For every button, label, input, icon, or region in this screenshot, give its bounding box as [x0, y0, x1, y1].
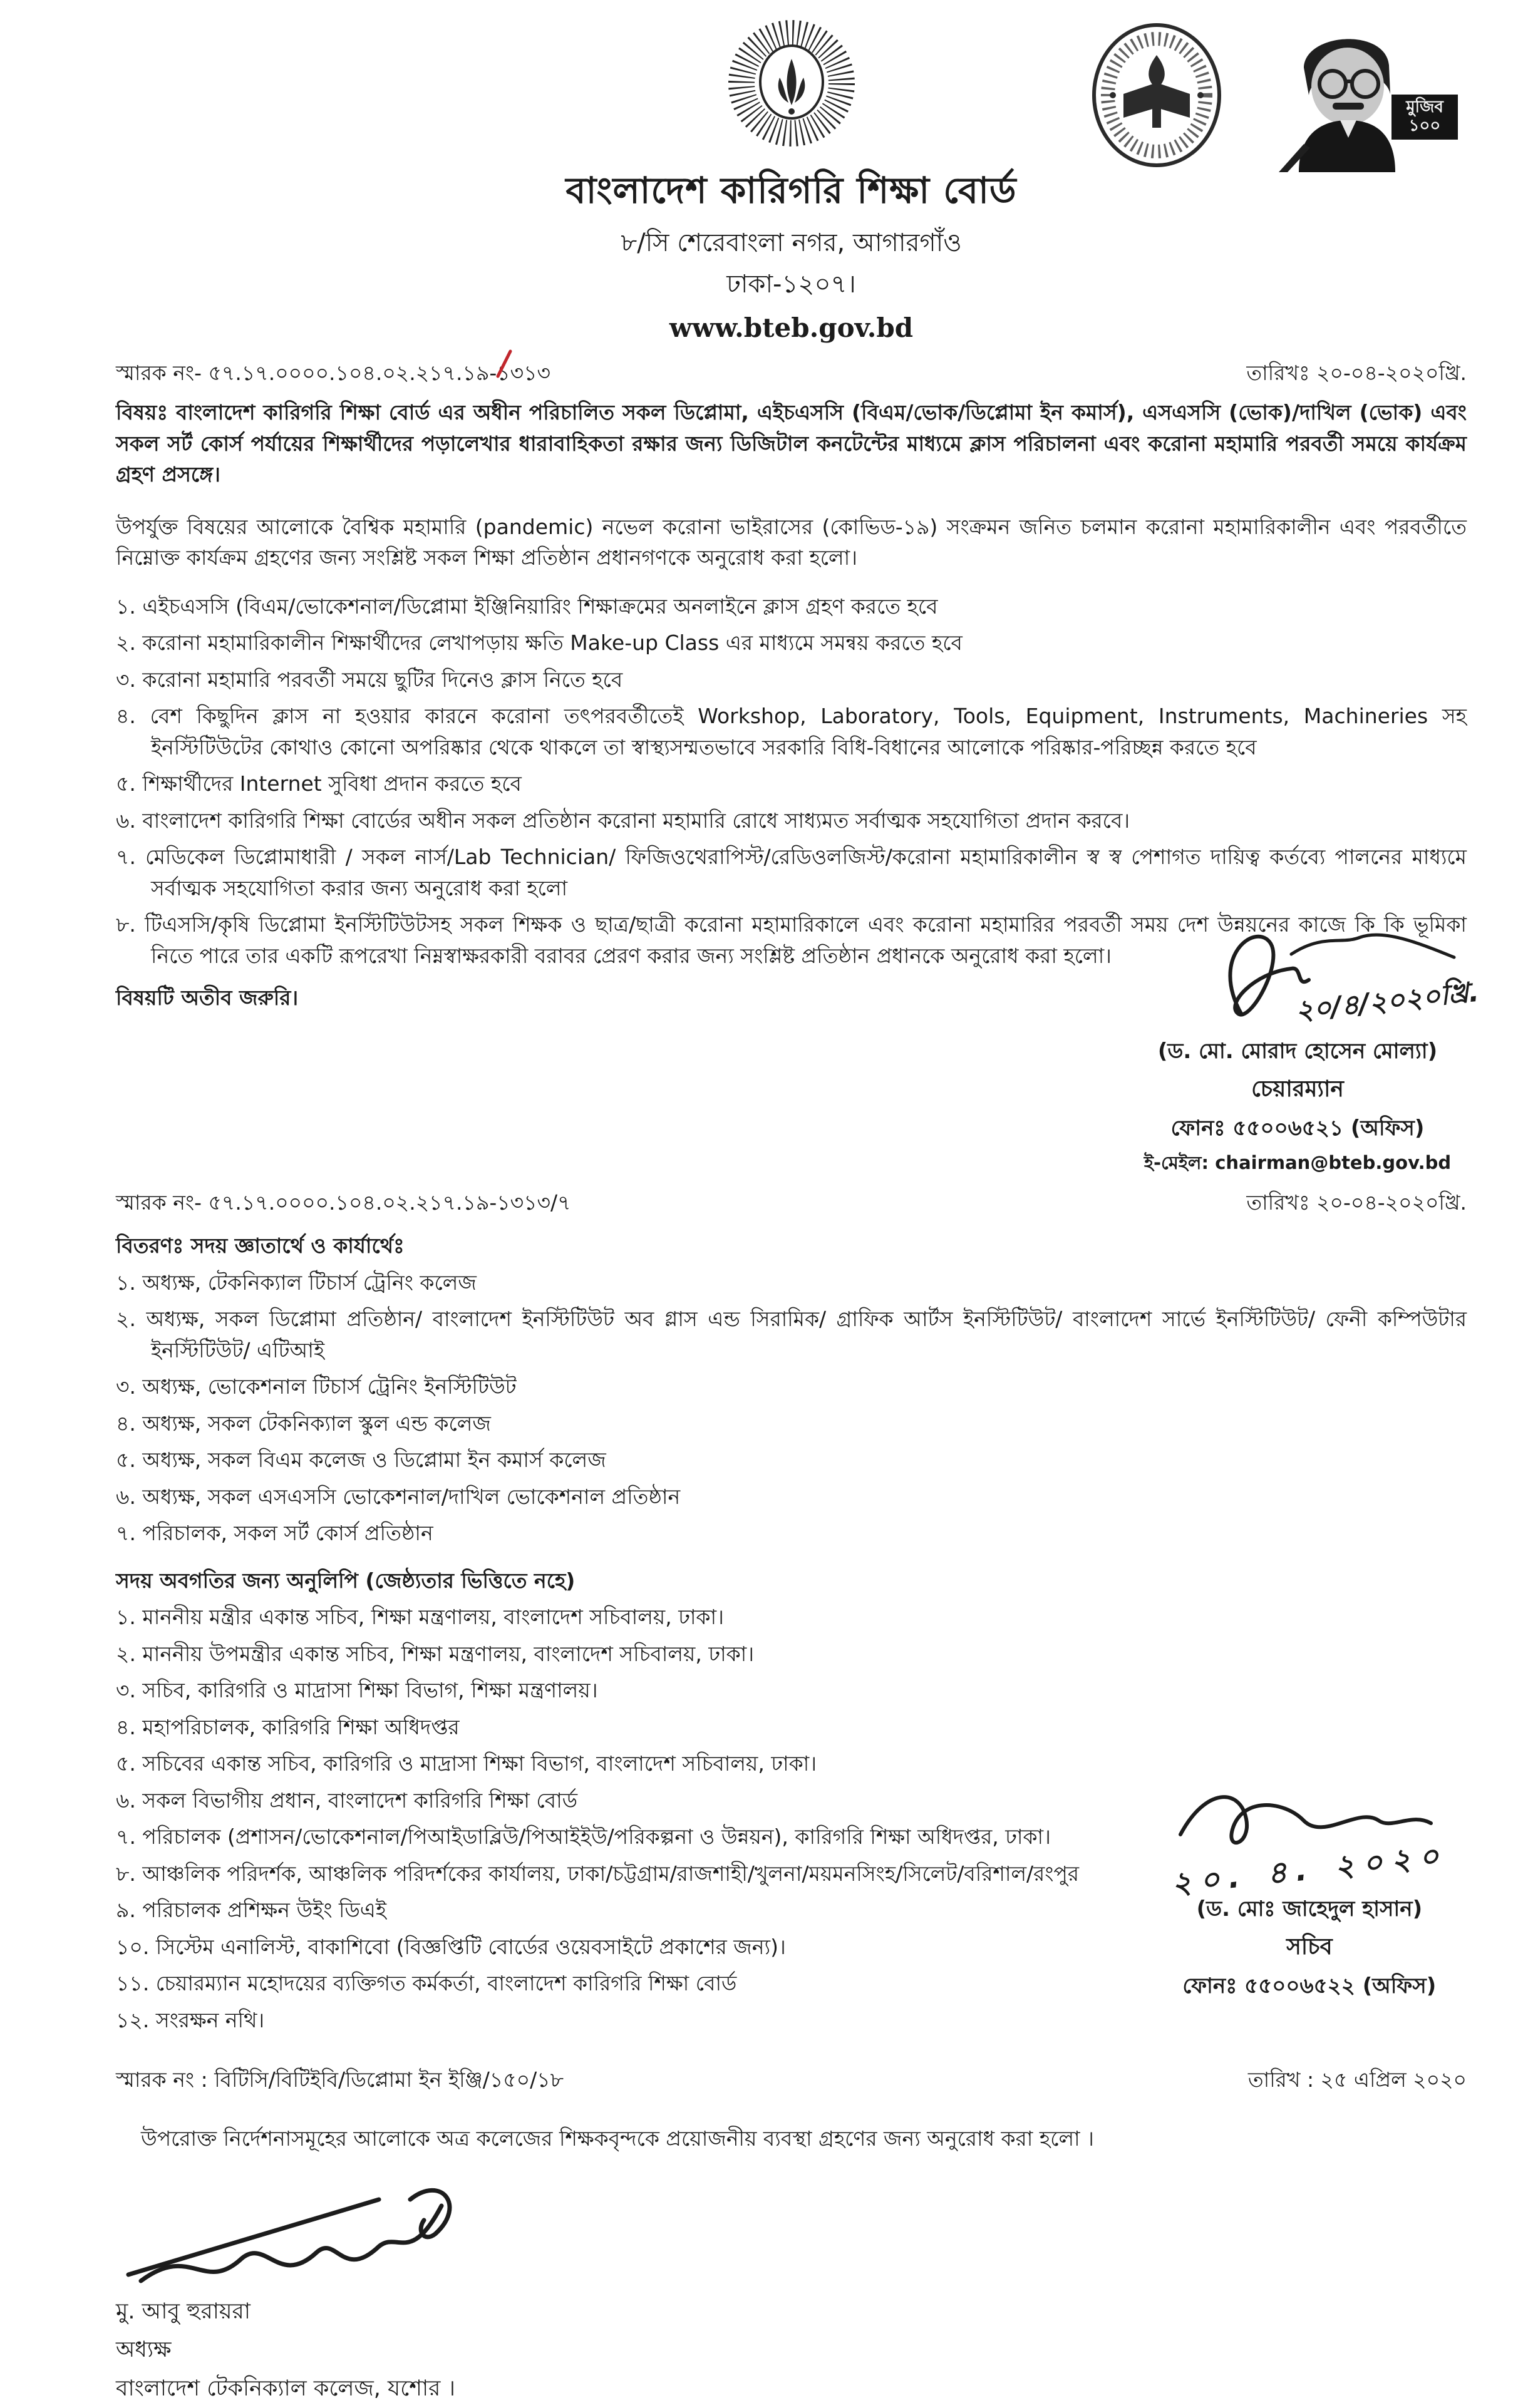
secretary-handwritten-date: ২০. ৪. ২০২০ [1169, 1837, 1449, 1901]
memo-line-2 [116, 1187, 1467, 1218]
distribution-section [116, 1230, 1467, 1549]
principal-designation: অধ্যক্ষ [116, 2337, 172, 2363]
opening-paragraph: উপর্যুক্ত বিষয়ের আলোকে বৈশ্বিক মহামারি (pandemic) নভেল করোনা ভাইরাসের (কোভিড-১৯) সংক্রমন জনিত চলমান করোনা মহামারিকালীন এবং পরবর্তীতে নিম্নোক্ত কার্যক্রম গ্রহণের জন্য সংশ্লিষ্ট সকল শিক্ষা প্রতিষ্ঠান প্রধানগণকে অনুরোধ করা হলো। [116, 514, 1467, 570]
memo-number-2: স্মারক নং- ৫৭.১৭.০০০০.১০৪.০২.২১৭.১৯-১৩১৩/৭ [116, 1190, 571, 1215]
list-item: ৭. পরিচালক, সকল সর্ট কোর্স প্রতিষ্ঠান [116, 1521, 433, 1545]
distribution-heading: বিতরণঃ সদয় জ্ঞাতার্থে ও কার্যার্থেঃ [116, 1233, 405, 1258]
mujib-borsho-100-logo [1266, 19, 1454, 172]
corner-logos [1085, 19, 1454, 172]
list-item: ১. মাননীয় মন্ত্রীর একান্ত সচিব, শিক্ষা মন্ত্রণালয়, বাংলাদেশ সচিবালয়, ঢাকা। [116, 1605, 724, 1629]
chairman-designation: চেয়ারম্যান [1251, 1076, 1344, 1102]
principal-institute: বাংলাদেশ টেকনিক্যাল কলেজ, যশোর । [116, 2375, 456, 2401]
list-item: ৩. সচিব, কারিগরি ও মাদ্রাসা শিক্ষা বিভাগ, শিক্ষা মন্ত্রণালয়। [116, 1678, 598, 1702]
list-item: ৫. শিক্ষার্থীদের Internet সুবিধা প্রদান করতে হবে [116, 771, 522, 796]
red-pen-mark [492, 349, 517, 379]
list-item: ১২. সংরক্ষন নথি। [116, 2007, 265, 2032]
principal-signature-block [116, 2171, 1467, 2408]
memo-date-3: তারিখ : ২৫ এপ্রিল ২০২০ [1247, 2067, 1467, 2092]
list-item: ৭. মেডিকেল ডিপ্লোমাধারী / সকল নার্স/Lab Technician/ ফিজিওথেরাপিস্ট/রেডিওলজিস্ট/করোনা মহামারিকালীন স্ব স্ব পেশাগত দায়িত্ব কর্তব্যে পালনের মাধ্যমে সর্বাত্মক সহযোগিতা করার জন্য অনুরোধ করা হলো [116, 845, 1467, 900]
bteb-sunburst-seal-icon [726, 18, 857, 152]
org-address-line1: ৮/সি শেরেবাংলা নগর, আগারগাঁও [621, 228, 962, 257]
mujib-logo-label: মুজিব ১০০ [1391, 95, 1458, 140]
list-item: ৫. অধ্যক্ষ, সকল বিএম কলেজ ও ডিপ্লোমা ইন কমার্স কলেজ [116, 1448, 606, 1472]
list-item: ২. অধ্যক্ষ, সকল ডিপ্লোমা প্রতিষ্ঠান/ বাংলাদেশ ইনস্টিটিউট অব গ্লাস এন্ড সিরামিক/ গ্রাফিক আর্টস ইনস্টিটিউট/ বাংলাদেশ সার্ভে ইনস্টিটিউট/ ফেনী কম্পিউটার ইনস্টিটিউট/ এটিআই [116, 1307, 1467, 1362]
secretary-name: (ড. মোঃ জাহেদুল হাসান) [1196, 1896, 1423, 1922]
chairman-email: ই-মেইল: chairman@bteb.gov.bd [1144, 1152, 1452, 1173]
list-item: ৪. মহাপরিচালক, কারিগরি শিক্ষা অধিদপ্তর [116, 1714, 460, 1739]
college-round-seal-icon [1085, 19, 1229, 172]
list-item: ৪. অধ্যক্ষ, সকল টেকনিক্যাল স্কুল এন্ড কলেজ [116, 1411, 491, 1436]
org-address-line2: ঢাকা-১২০৭। [726, 269, 856, 299]
list-item: ১. অধ্যক্ষ, টেকনিক্যাল টিচার্স ট্রেনিং কলেজ [116, 1270, 477, 1295]
cc-heading: সদয় অবগতির জন্য অনুলিপি (জেষ্ঠ্যতার ভিত্তিতে নহে) [116, 1568, 576, 1593]
principal-handwritten-signature-icon [116, 2171, 1467, 2290]
directive-list [116, 591, 1467, 972]
secretary-signature-block [1171, 1772, 1448, 2002]
list-item: ৩. অধ্যক্ষ, ভোকেশনাল টিচার্স ট্রেনিং ইনস্টিটিউট [116, 1374, 517, 1399]
list-item: ৭. পরিচালক (প্রশাসন/ভোকেশনাল/পিআইডাব্লিউ/পিআইইউ/পরিকল্পনা ও উন্নয়ন), কারিগরি শিক্ষা অধিদপ্তর, ঢাকা। [116, 1824, 1051, 1849]
list-item: ৫. সচিবের একান্ত সচিব, কারিগরি ও মাদ্রাসা শিক্ষা বিভাগ, বাংলাদেশ সচিবালয়, ঢাকা। [116, 1751, 817, 1776]
list-item: ৬. অধ্যক্ষ, সকল এসএসসি ভোকেশনাল/দাখিল ভোকেশনাল প্রতিষ্ঠান [116, 1484, 681, 1509]
memo-number-3: স্মারক নং : বিটিসি/বিটিইবি/ডিপ্লোমা ইন ইঞ্জি/১৫০/১৮ [116, 2067, 564, 2092]
list-item: ৮. আঞ্চলিক পরিদর্শক, আঞ্চলিক পরিদর্শকের কার্যালয়, ঢাকা/চট্টগ্রাম/রাজশাহী/খুলনা/ময়মনসিংহ/সিলেট/বরিশাল/রংপুর [116, 1861, 1080, 1886]
chairman-phone: ফোনঃ ৫৫০০৬৫২১ (অফিস) [1170, 1116, 1425, 1141]
org-website: www.bteb.gov.bd [669, 312, 914, 343]
list-item: ১. এইচএসসি (বিএম/ভোকেশনাল/ডিপ্লোমা ইঞ্জিনিয়ারিং শিক্ষাক্রমের অনলাইনে ক্লাস গ্রহণ করতে হবে [116, 594, 938, 619]
list-item: ৬. সকল বিভাগীয় প্রধান, বাংলাদেশ কারিগরি শিক্ষা বোর্ড [116, 1788, 577, 1813]
list-item: ১০. সিস্টেম এনালিস্ট, বাকাশিবো (বিজ্ঞপ্তিটি বোর্ডের ওয়েবসাইটে প্রকাশের জন্য)। [116, 1934, 786, 1959]
cc-section [116, 1565, 1467, 2036]
list-item: ৪. বেশ কিছুদিন ক্লাস না হওয়ার কারনে করোনা তৎপরবর্তীতেই Workshop, Laboratory, Tools, Equipment, Instruments, Machineries সহ ইনস্টিটিউটের কোথাও কোনো অপরিষ্কার থেকে থাকলে তা স্বাস্থ্যসম্মতভাবে সরকারি বিধি-বিধানের আলোকে পরিষ্কার-পরিচ্ছন্ন করতে হবে [116, 704, 1467, 759]
principal-name: মু. আবু হুরায়রা [116, 2299, 250, 2324]
urgent-note: বিষয়টি অতীব জরুরি। [116, 985, 299, 1010]
list-item: ৯. পরিচালক প্রশিক্ষন উইং ডিএই [116, 1898, 387, 1922]
list-item: ১১. চেয়ারম্যান মহোদয়ের ব্যক্তিগত কর্মকর্তা, বাংলাদেশ কারিগরি শিক্ষা বোর্ড [116, 1971, 737, 1995]
secretary-phone: ফোনঃ ৫৫০০৬৫২২ (অফিস) [1182, 1973, 1437, 1999]
chairman-name: (ড. মো. মোরাদ হোসেন মোল্যা) [1157, 1039, 1438, 1064]
list-item: ২. করোনা মহামারিকালীন শিক্ষার্থীদের লেখাপড়ায় ক্ষতি Make-up Class এর মাধ্যমে সমন্বয় করতে হবে [116, 630, 963, 655]
chairman-handwritten-signature-icon [1135, 920, 1480, 1027]
memo-line-1 [116, 358, 1467, 389]
org-name: বাংলাদেশ কারিগরি শিক্ষা বোর্ড [565, 168, 1017, 212]
memo-number-1: স্মারক নং- ৫৭.১৭.০০০০.১০৪.০২.২১৭.১৯-১৩১৩ [116, 360, 551, 385]
chairman-handwritten-date: ২০/৪/২০২০খ্রি. [1293, 975, 1480, 1027]
secretary-designation: সচিব [1286, 1933, 1333, 1960]
memo-line-3 [116, 2064, 1467, 2096]
list-item: ৬. বাংলাদেশ কারিগরি শিক্ষা বোর্ডের অধীন সকল প্রতিষ্ঠান করোনা মহামারি রোধে সাধ্যমত সর্বাত্মক সহযোগিতা প্রদান করবে। [116, 808, 1130, 833]
memo-date-1: তারিখঃ ২০-০৪-২০২০খ্রি. [1246, 360, 1467, 385]
list-item: ২. মাননীয় উপমন্ত্রীর একান্ত সচিব, শিক্ষা মন্ত্রণালয়, বাংলাদেশ সচিবালয়, ঢাকা। [116, 1641, 755, 1666]
list-item: ৩. করোনা মহামারি পরবর্তী সময়ে ছুটির দিনেও ক্লাস নিতে হবে [116, 667, 623, 692]
memo-date-2: তারিখঃ ২০-০৪-২০২০খ্রি. [1246, 1190, 1467, 1215]
subject-line: বিষয়ঃ বাংলাদেশ কারিগরি শিক্ষা বোর্ড এর অধীন পরিচালিত সকল ডিপ্লোমা, এইচএসসি (বিএম/ভোক/ডিপ্লোমা ইন কমার্স), এসএসসি (ভোক)/দাখিল (ভোক) এবং সকল সর্ট কোর্স পর্যায়ের শিক্ষার্থীদের পড়ালেখার ধারাবাহিকতা রক্ষার জন্য ডিজিটাল কনটেন্টের মাধ্যমে ক্লাস পরিচালনা এবং করোনা মহামারি পরবর্তী সময়ে কার্যক্রম গ্রহণ প্রসঙ্গে। [116, 400, 1467, 486]
list-item: ৮. টিএসসি/কৃষি ডিপ্লোমা ইনস্টিটিউটসহ সকল শিক্ষক ও ছাত্র/ছাত্রী করোনা মহামারিকালে এবং করোনা মহামারির পরবর্তী সময় দেশ উন্নয়নের কাজে কি কি ভূমিকা নিতে পারে তার একটি রূপরেখা নিম্নস্বাক্ষরকারী বরাবর প্রেরণ করার জন্য সংশ্লিষ্ট প্রতিষ্ঠান প্রধানকে অনুরোধ করা হলো। [116, 912, 1467, 968]
closing-paragraph: উপরোক্ত নির্দেশনাসমূহের আলোকে অত্র কলেজের শিক্ষকবৃন্দকে প্রয়োজনীয় ব্যবস্থা গ্রহণের জন্য অনুরোধ করা হলো । [141, 2126, 1094, 2151]
